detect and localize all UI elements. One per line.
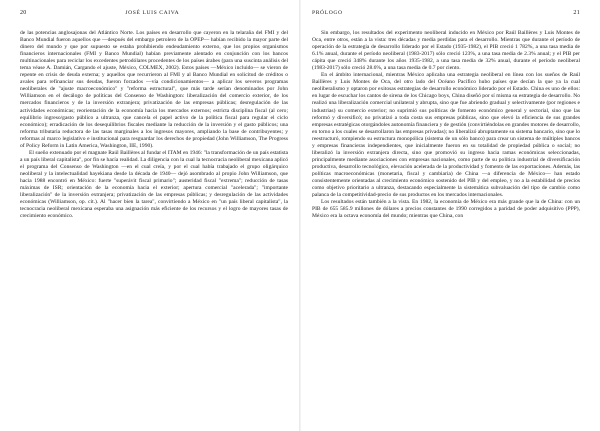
paragraph: Sin embargo, los resultados del experimento neoliberal inducido en México por Raúl Baillères y Luis Montes de Oca, entre otros, están a la vista: tres décadas y media perdidas para el desarrollo. Mientras que durante el período de operación de la estrategia de desarrollo liderado por el Estado (1935-1982), el PIB creció 1 782%, a una tasa media de 6.1% anual, durante el período neoliberal (1983-2017) sólo creció 123%, a una tasa media de 2.3% anual; y el PIB per cápita que creció 348% durante los años 1935-1982, a una tasa media de 32% anual, durante el período neoliberal (1983-2017) sólo creció 28.6%, a una tasa media de 0.7 por ciento. [312, 30, 580, 72]
paragraph: de las potencias anglosajonas del Atlántico Norte. Los países en desarrollo que cayeron en la telaraña del FMI y del Banco Mundial fueron aquellos que —después del embargo petrolero de la OPEP— habían recibido la mayor parte del dinero del mundo y que por supuesto se estaba prohibiendo endeudamiento externo, que los propios organismos financieros internacionales (FMI y Banco Mundial) habían previamente alentado en conjunción con los bancos multinacionales para reciclar los excedentes petrodólares procedentes de los países árabes (para una suscinta análisis del tema véase A. Damián, Cargando el ajuste, México, COLMEX, 2002). Estos países —México incluido— se vieron de repente en crisis de deuda externa; y aquellos que recurrieron al FMI y al Banco Mundial en solicitud de créditos o avales para refinanciar sus deudas, fueron forzados —vía condicionamientos— a aplicar los severos programas neoliberales de "ajuste macroeconómico" y "reforma estructural", que más tarde serían denominados por John Williamson en el decálogo de políticas del Consenso de Washington: liberalización del comercio exterior, de los mercados financieros y de la inversión extranjera; privatización de las empresas públicas; desregulación de las actividades económicas; reorientación de la economía hacia los mercados externos; estricta disciplina fiscal (al cero; equilibrio ingreso/gasto público a ultranza, que cancela el papel activo de la política fiscal para regular el ciclo económico); erradicación de los desequilibrios fiscales mediante la reducción de la inversión y el gasto públicos; una reforma tributaria reductora de las tasas marginales a los ingresos mayores, ampliando la base de contribuyentes; y reformas al marco legislativo e institucional para resguardar los derechos de propiedad (John Williamson, The Progress of Policy Reform in Latin America, Washington, IIE, 1990). [20, 30, 288, 149]
paragraph: El sueño extenuado por el magnate Raúl Baillères al fundar el ITAM en 1946: "la transformación de un país estatista a un país liberal capitalista", por fin se hacía realidad. La diligencia con la cual la tecnocracia neoliberal mexicana aplicó el programa del Consenso de Washington —en el cual creía, y por el cual había trabajado el grupo oligárquico neoliberal y la intelectualidad hayekiana desde la década de 1940— dejó asombrado al propio John Williamson, que hacia 1988 encontró en México: fuerte "superávit fiscal primario"; austeridad fiscal "extrema"; reducción de tasas máximas de ISR; orientación de la economía hacia el exterior; apertura comercial "acelerada"; "importante liberalización" de la inversión extranjera; privatización de las empresas públicas; y desregulación de las actividades económicas (Williamson, op. cit.). Al "hacer bien la tarea", convirtiendo a México en "un país liberal capitalista", la tecnocracia neoliberal mexicana esperaba una asignación más eficiente de los recursos y el logro de mayores tasas de crecimiento económico. [20, 149, 288, 220]
left-page-header [20, 10, 288, 22]
right-page-body [312, 30, 580, 220]
left-page-body [20, 30, 288, 220]
right-page [300, 0, 600, 431]
paragraph: En el ámbito internacional, mientras México aplicaba una estrategia neoliberal en línea con los sueños de Raúl Baillères y Luis Montes de Oca, del otro lado del Océano Pacífico hubo países que decían la que ya la cual neoliberalismo y optaron por exitosas estrategias de desarrollo económico liderado por el Estado. China es uno de ellos: en lugar de escuchar los cantos de sirena de los Chicago boys, China diseñó por sí misma su estrategia de desarrollo. No realizó una liberalización comercial unilateral y abrupta, sino que fue abriendo gradual y selectivamente (por regiones e industrias) su comercio exterior; no suprimió sus políticas de fomento económico general y sectorial, sino que las reformó y diversificó; no privatizó a toda costa sus empresas públicas, sino que elevó la eficiencia de sus grandes empresas estratégicas otorgándoles autonomía financiera y de gestión (convirtiéndolas en grandes motores de desarrollo, en torno a los cuales se desarrollaron las empresas privadas); no liberalizó abruptamente su sistema bancario, sino que lo reestructuró, rompiendo su estructura monopólica (sistema de un sólo banco) para crear un sistema de múltiples bancos y empresas financieras independientes, que inicialmente fueron en su totalidad de propiedad pública o social; no liberalizó la inversión extranjera directa, sino que promovió su ingreso hacia ramas económicas seleccionadas, principalmente mediante asociaciones con empresas nacionales, como parte de su política industrial de diversificación productiva, desarrollo tecnológico, elevación acelerada de la productividad y fomento de las exportaciones. Además, las políticas macroeconómicas (monetaria, fiscal y cambiaria) de China —a diferencia de México— han estado consistentemente orientadas al crecimiento económico sostenido del PIB y del empleo, y no a la estabilidad de precios como objetivo prioritario a ultranza, destacando especialmente la sistemática subvaluación del tipo de cambio como palanca de la competitividad-precio de sus productos en los mercados internacionales. [312, 72, 580, 199]
running-head: PRÓLOGO [312, 10, 343, 16]
running-head: JOSÉ LUIS CAIVA [125, 10, 180, 16]
paragraph: Los resultados están también a la vista. En 1982, la economía de México era más grande que la de China: con un PIB de 655 585.9 millones de dólares a precios constantes de 1990 corregidos a paridad de poder adquisitivo (PPP), México era la octava economía del mundo; mientras que China, con [312, 199, 580, 220]
right-page-header [312, 10, 580, 22]
page-number: 21 [573, 10, 580, 16]
page-number: 20 [20, 10, 27, 16]
